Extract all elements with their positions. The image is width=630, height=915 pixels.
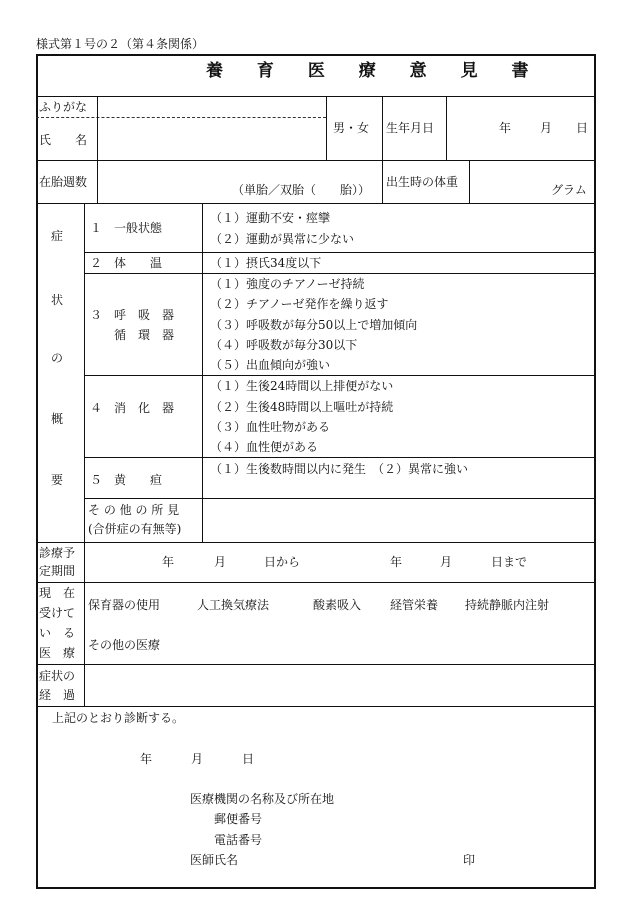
current-label-3: い る xyxy=(39,626,76,640)
birth-weight-label: 出生時の体重 xyxy=(386,175,459,189)
treatment-other[interactable]: その他の医療 xyxy=(88,638,161,652)
symptom-option[interactable]: （１）生後24時間以上排便がない xyxy=(210,379,394,393)
phone-label: 電話番号 xyxy=(214,833,263,847)
symptom-jaundice-label: ５ 黄 疸 xyxy=(90,473,163,487)
form-title: 養 育 医 療 意 見 書 xyxy=(206,61,543,81)
sign-year-label: 年 xyxy=(140,752,153,766)
symptoms-label-1: 症 xyxy=(51,229,64,243)
period-from-month: 月 xyxy=(214,555,227,569)
furigana-label: ふりがな xyxy=(39,100,88,114)
symptom-option[interactable]: （１）運動不安・痙攣 xyxy=(210,211,331,225)
period-label-2: 定期間 xyxy=(39,564,76,578)
symptom-option[interactable]: （３）呼吸数が毎分50以上で増加傾向 xyxy=(210,318,418,332)
institution-label: 医療機関の名称及び所在地 xyxy=(190,792,335,806)
gestation-label: 在胎週数 xyxy=(39,175,88,189)
postal-label: 郵便番号 xyxy=(214,812,263,826)
symptom-option[interactable]: （３）血性吐物がある xyxy=(210,420,331,434)
symptoms-label-2: 状 xyxy=(51,293,64,307)
symptom-option[interactable]: （２）生後48時間以上嘔吐が持続 xyxy=(210,400,394,414)
birth-type-field[interactable]: （単胎／双胎（ 胎）） xyxy=(232,183,371,197)
symptom-option[interactable]: （５）出血傾向が強い xyxy=(210,358,331,372)
diagnosis-statement: 上記のとおり診断する。 xyxy=(52,711,185,725)
treatment-iv[interactable]: 持続静脈内注射 xyxy=(465,598,550,612)
other-findings-sublabel: (合併症の有無等) xyxy=(88,522,182,536)
current-label-1: 現 在 xyxy=(39,586,76,600)
gram-label: グラム xyxy=(551,183,587,197)
birth-date-label: 生年月日 xyxy=(386,121,435,135)
period-label-1: 診療予 xyxy=(39,546,76,560)
period-to-month: 月 xyxy=(440,555,453,569)
symptom-circulatory-label: 循 環 器 xyxy=(114,328,175,342)
symptoms-label-5: 要 xyxy=(51,473,64,487)
period-to-day: 日まで xyxy=(491,555,528,569)
sign-month-label: 月 xyxy=(191,752,204,766)
treatment-ventilation[interactable]: 人工換気療法 xyxy=(197,598,270,612)
sign-day-label: 日 xyxy=(242,752,255,766)
treatment-oxygen[interactable]: 酸素吸入 xyxy=(313,598,362,612)
current-label-4: 医 療 xyxy=(39,646,76,660)
other-findings-label: そ の 他 の 所 見 xyxy=(88,503,180,517)
birth-year-label: 年 xyxy=(499,121,512,135)
course-label-1: 症状の xyxy=(39,669,76,683)
period-from-year: 年 xyxy=(162,555,175,569)
doctor-name-label: 医師氏名 xyxy=(190,853,239,867)
symptom-general-label: １ 一般状態 xyxy=(90,221,163,235)
seal-label: 印 xyxy=(463,853,476,867)
sex-field[interactable]: 男・女 xyxy=(333,121,370,135)
course-label-2: 経 過 xyxy=(39,688,76,702)
symptoms-label-3: の xyxy=(51,351,64,365)
period-to-year: 年 xyxy=(390,555,403,569)
treatment-tube-feeding[interactable]: 経管栄養 xyxy=(390,598,439,612)
symptom-option[interactable]: （１）強度のチアノーゼ持続 xyxy=(210,277,365,291)
period-from-day: 日から xyxy=(264,555,301,569)
symptom-digestive-label: ４ 消 化 器 xyxy=(90,401,175,415)
current-label-2: 受けて xyxy=(39,606,76,620)
symptom-option[interactable]: （１）摂氏34度以下 xyxy=(210,256,322,270)
symptom-option[interactable]: （１）生後数時間以内に発生 （２）異常に強い xyxy=(210,462,469,476)
symptoms-label-4: 概 xyxy=(51,412,64,426)
birth-day-label: 日 xyxy=(576,121,589,135)
form-number: 様式第１号の２（第４条関係） xyxy=(36,37,205,51)
symptom-option[interactable]: （４）呼吸数が毎分30以下 xyxy=(210,338,358,352)
name-label: 氏 名 xyxy=(39,133,88,147)
symptom-temperature-label: ２ 体 温 xyxy=(90,256,163,270)
birth-month-label: 月 xyxy=(540,121,553,135)
symptom-option[interactable]: （２）チアノーゼ発作を繰り返す xyxy=(210,297,389,311)
symptom-option[interactable]: （２）運動が異常に少ない xyxy=(210,232,355,246)
symptom-respiratory-label: ３ 呼 吸 器 xyxy=(90,308,175,322)
treatment-incubator[interactable]: 保育器の使用 xyxy=(88,598,161,612)
symptom-option[interactable]: （４）血性便がある xyxy=(210,440,319,454)
